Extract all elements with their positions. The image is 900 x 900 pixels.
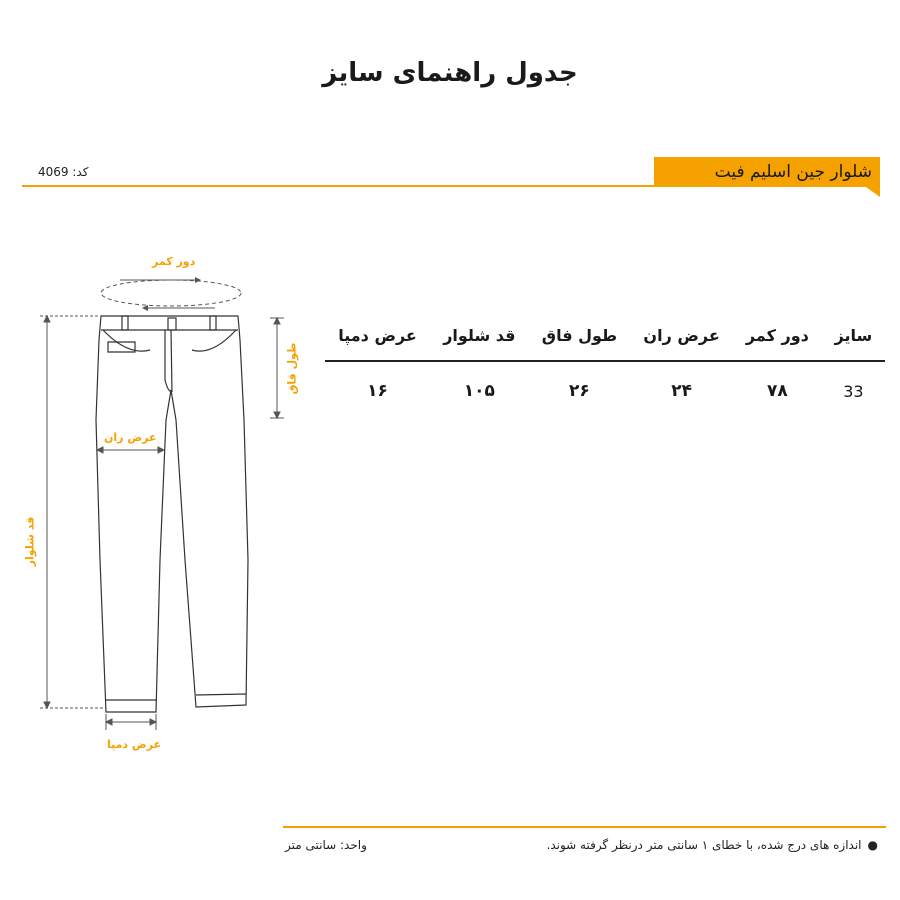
- unit-info: [285, 838, 367, 852]
- header-length: قد شلوار: [430, 310, 529, 361]
- rise-label: طول فاق: [285, 342, 299, 395]
- product-code: [38, 165, 88, 179]
- footer-divider: [283, 826, 886, 828]
- thigh-label: عرض ران: [104, 431, 157, 444]
- cell-hem: ۱۶: [367, 381, 388, 401]
- length-label: قد شلوار: [23, 516, 37, 567]
- product-name-tab: [654, 157, 880, 187]
- jeans-outline: [96, 316, 248, 712]
- unit-value: سانتی متر: [285, 838, 337, 852]
- length-dimension: [40, 316, 106, 708]
- header-thigh: عرض ران: [630, 310, 733, 361]
- product-code-value: 4069: [38, 165, 69, 179]
- cell-length: ۱۰۵: [463, 381, 495, 401]
- header-size: سایز: [822, 310, 885, 361]
- cell-size: 33: [843, 381, 864, 401]
- note-text: اندازه های درج شده، با خطای ۱ سانتی متر درنظر گرفته شوند.: [546, 838, 862, 852]
- hem-label: عرض دمپا: [107, 738, 162, 751]
- hem-dimension: [106, 714, 156, 730]
- table-header-row: [325, 310, 885, 361]
- bullet-icon: ●: [867, 838, 878, 852]
- cell-waist: ۷۸: [767, 381, 788, 401]
- waist-ellipse: [101, 280, 241, 306]
- footer-note: [547, 838, 879, 852]
- cell-thigh: ۲۴: [671, 381, 692, 401]
- page-title: جدول راهنمای سایز: [322, 58, 578, 88]
- header-rise: طول فاق: [529, 310, 631, 361]
- waist-label: دور کمر: [152, 255, 196, 268]
- thigh-dimension: [97, 447, 164, 453]
- table-row: [325, 361, 885, 420]
- cell-rise: ۲۶: [569, 381, 590, 401]
- header-waist: دور کمر: [733, 310, 822, 361]
- header-hem: عرض دمپا: [325, 310, 430, 361]
- jeans-diagram: [0, 240, 320, 760]
- tab-notch: [866, 187, 880, 197]
- unit-label: واحد:: [340, 838, 367, 852]
- size-table: [325, 310, 885, 420]
- product-code-label: کد:: [72, 165, 89, 179]
- rise-dimension: [270, 318, 284, 418]
- product-name: شلوار جین اسلیم فیت: [714, 162, 872, 182]
